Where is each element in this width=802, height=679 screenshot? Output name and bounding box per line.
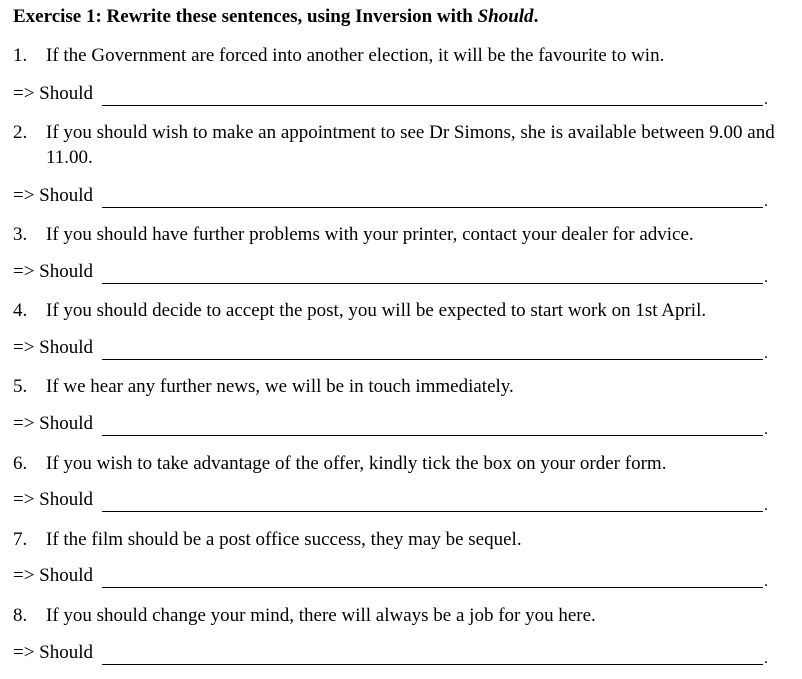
answer-prefix: => Should — [13, 337, 94, 358]
question-5 — [13, 374, 788, 399]
answer-prefix: => Should — [13, 413, 94, 434]
answer-blank[interactable] — [102, 260, 763, 284]
question-text: If the Government are forced into another election, it will be the favourite to win. — [46, 45, 665, 66]
answer-blank[interactable] — [102, 82, 763, 106]
answer-end: . — [764, 91, 768, 108]
answer-prefix: => Should — [13, 261, 94, 282]
answer-line-1[interactable] — [13, 82, 773, 106]
question-number: 1. — [13, 45, 28, 66]
question-text: If you wish to take advantage of the offer, kindly tick the box on your order form. — [46, 453, 667, 474]
question-number: 4. — [13, 300, 28, 321]
answer-blank[interactable] — [102, 641, 763, 665]
question-8 — [13, 603, 788, 628]
title-prefix: Exercise 1: Rewrite these sentences, using Inversion with — [13, 6, 478, 27]
question-4 — [13, 298, 788, 323]
answer-blank[interactable] — [102, 336, 763, 360]
question-text: If you should have further problems with your printer, contact your dealer for advice. — [46, 224, 694, 245]
answer-prefix: => Should — [13, 642, 94, 663]
answer-blank[interactable] — [102, 488, 763, 512]
answer-line-2[interactable] — [13, 184, 773, 208]
question-7 — [13, 527, 788, 552]
question-1 — [13, 43, 788, 68]
question-3 — [13, 222, 788, 247]
title-suffix: . — [533, 6, 539, 27]
answer-prefix: => Should — [13, 565, 94, 586]
answer-blank[interactable] — [102, 564, 763, 588]
answer-line-8[interactable] — [13, 641, 773, 665]
question-text: If you should wish to make an appointment to see Dr Simons, she is available between 9.00 and 11.00. — [46, 122, 775, 168]
question-number: 7. — [13, 529, 28, 550]
question-text: If you should decide to accept the post, you will be expected to start work on 1st April. — [46, 300, 707, 321]
answer-blank[interactable] — [102, 184, 763, 208]
answer-end: . — [764, 573, 768, 590]
answer-end: . — [764, 345, 768, 362]
answer-end: . — [764, 421, 768, 438]
question-text: If the film should be a post office success, they may be sequel. — [46, 529, 522, 550]
answer-line-7[interactable] — [13, 564, 773, 588]
question-text: If we hear any further news, we will be in touch immediately. — [46, 376, 514, 397]
question-number: 5. — [13, 376, 28, 397]
answer-prefix: => Should — [13, 83, 94, 104]
answer-end: . — [764, 497, 768, 514]
question-number: 2. — [13, 122, 28, 143]
question-6 — [13, 451, 788, 476]
title-emphasis: Should — [477, 6, 534, 27]
answer-prefix: => Should — [13, 185, 94, 206]
answer-end: . — [764, 269, 768, 286]
exercise-title — [13, 6, 538, 28]
question-2 — [13, 120, 788, 170]
answer-end: . — [764, 650, 768, 667]
answer-prefix: => Should — [13, 489, 94, 510]
answer-line-3[interactable] — [13, 260, 773, 284]
answer-blank[interactable] — [102, 412, 763, 436]
question-text: If you should change your mind, there will always be a job for you here. — [46, 605, 596, 626]
question-number: 6. — [13, 453, 28, 474]
answer-end: . — [764, 193, 768, 210]
answer-line-5[interactable] — [13, 412, 773, 436]
answer-line-4[interactable] — [13, 336, 773, 360]
answer-line-6[interactable] — [13, 488, 773, 512]
question-number: 3. — [13, 224, 28, 245]
question-number: 8. — [13, 605, 28, 626]
